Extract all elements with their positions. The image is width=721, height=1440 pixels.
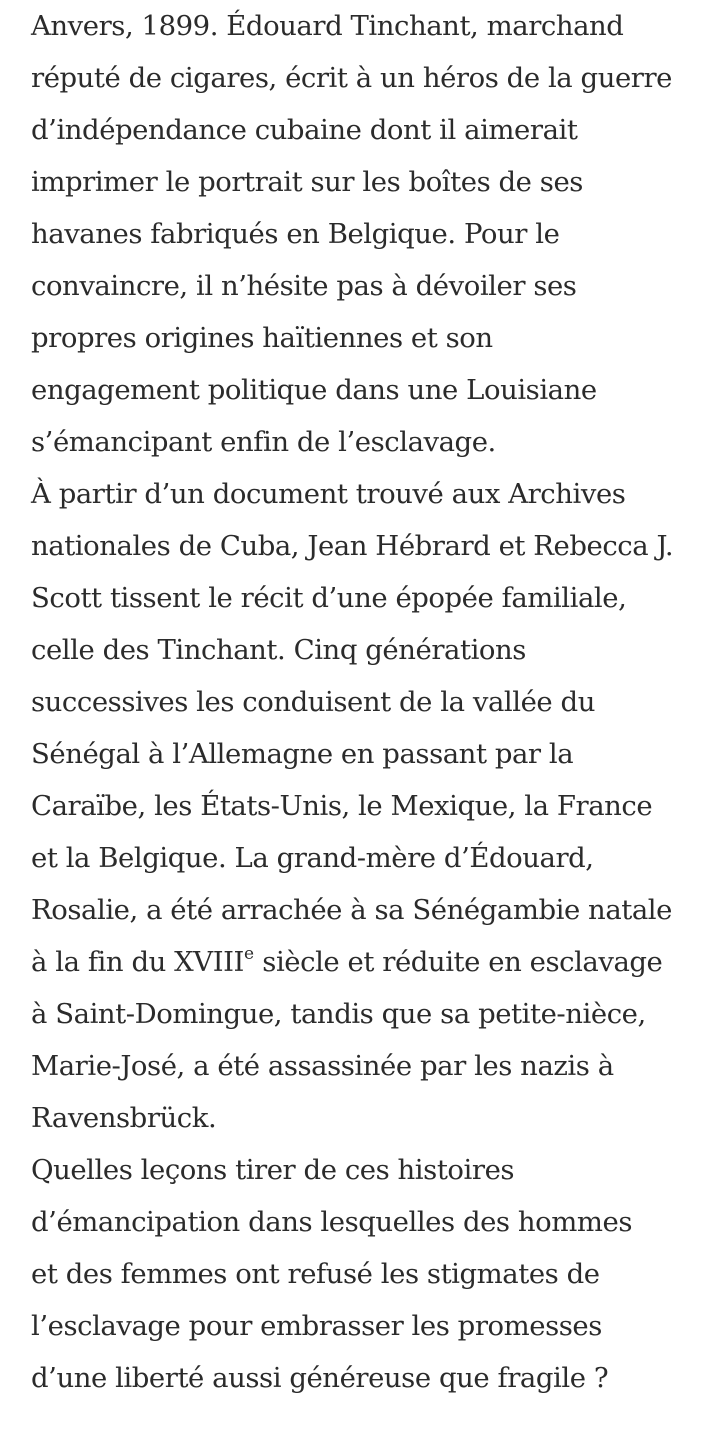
text-line: Anvers, 1899. Édouard Tinchant, marchand <box>31 10 624 42</box>
text-line: propres origines haïtiennes et son <box>31 322 493 354</box>
text-line: nationales de Cuba, Jean Hébrard et Rebecca J. <box>31 530 674 562</box>
text-line: Quelles leçons tirer de ces histoires <box>31 1154 515 1186</box>
text-line: d’une liberté aussi généreuse que fragile ? <box>31 1362 609 1394</box>
text-line-century <box>31 945 662 983</box>
text-line: et la Belgique. La grand-mère d’Édouard, <box>31 842 594 874</box>
text-line: à Saint-Domingue, tandis que sa petite-nièce, <box>31 998 646 1030</box>
text-line: Sénégal à l’Allemagne en passant par la <box>31 738 574 770</box>
text-line: engagement politique dans une Louisiane <box>31 374 597 406</box>
text-line: s’émancipant enfin de l’esclavage. <box>31 426 496 458</box>
text-line: celle des Tinchant. Cinq générations <box>31 634 526 666</box>
text-line: l’esclavage pour embrasser les promesses <box>31 1310 602 1342</box>
text-line: Rosalie, a été arrachée à sa Sénégambie natale <box>31 894 672 926</box>
text-line: d’indépendance cubaine dont il aimerait <box>31 114 578 146</box>
text-line: havanes fabriqués en Belgique. Pour le <box>31 218 560 250</box>
text-line: Scott tissent le récit d’une épopée familiale, <box>31 582 627 614</box>
text-line: À partir d’un document trouvé aux Archives <box>31 478 626 510</box>
text-line: successives les conduisent de la vallée du <box>31 686 595 718</box>
text-line: imprimer le portrait sur les boîtes de ses <box>31 166 583 198</box>
text-line: Marie-José, a été assassinée par les nazis à <box>31 1050 614 1082</box>
text-line: Ravensbrück. <box>31 1102 217 1134</box>
text-line: et des femmes ont refusé les stigmates de <box>31 1258 600 1290</box>
text-line-end: siècle et réduite en esclavage <box>254 946 663 978</box>
text-line: Caraïbe, les États-Unis, le Mexique, la France <box>31 790 653 822</box>
text-line: convaincre, il n’hésite pas à dévoiler ses <box>31 270 577 302</box>
text-line: réputé de cigares, écrit à un héros de la guerre <box>31 62 672 94</box>
text-line: d’émancipation dans lesquelles des hommes <box>31 1206 632 1238</box>
century-superscript: e <box>243 944 254 964</box>
text-line-start: à la fin du XVIII <box>31 946 244 978</box>
